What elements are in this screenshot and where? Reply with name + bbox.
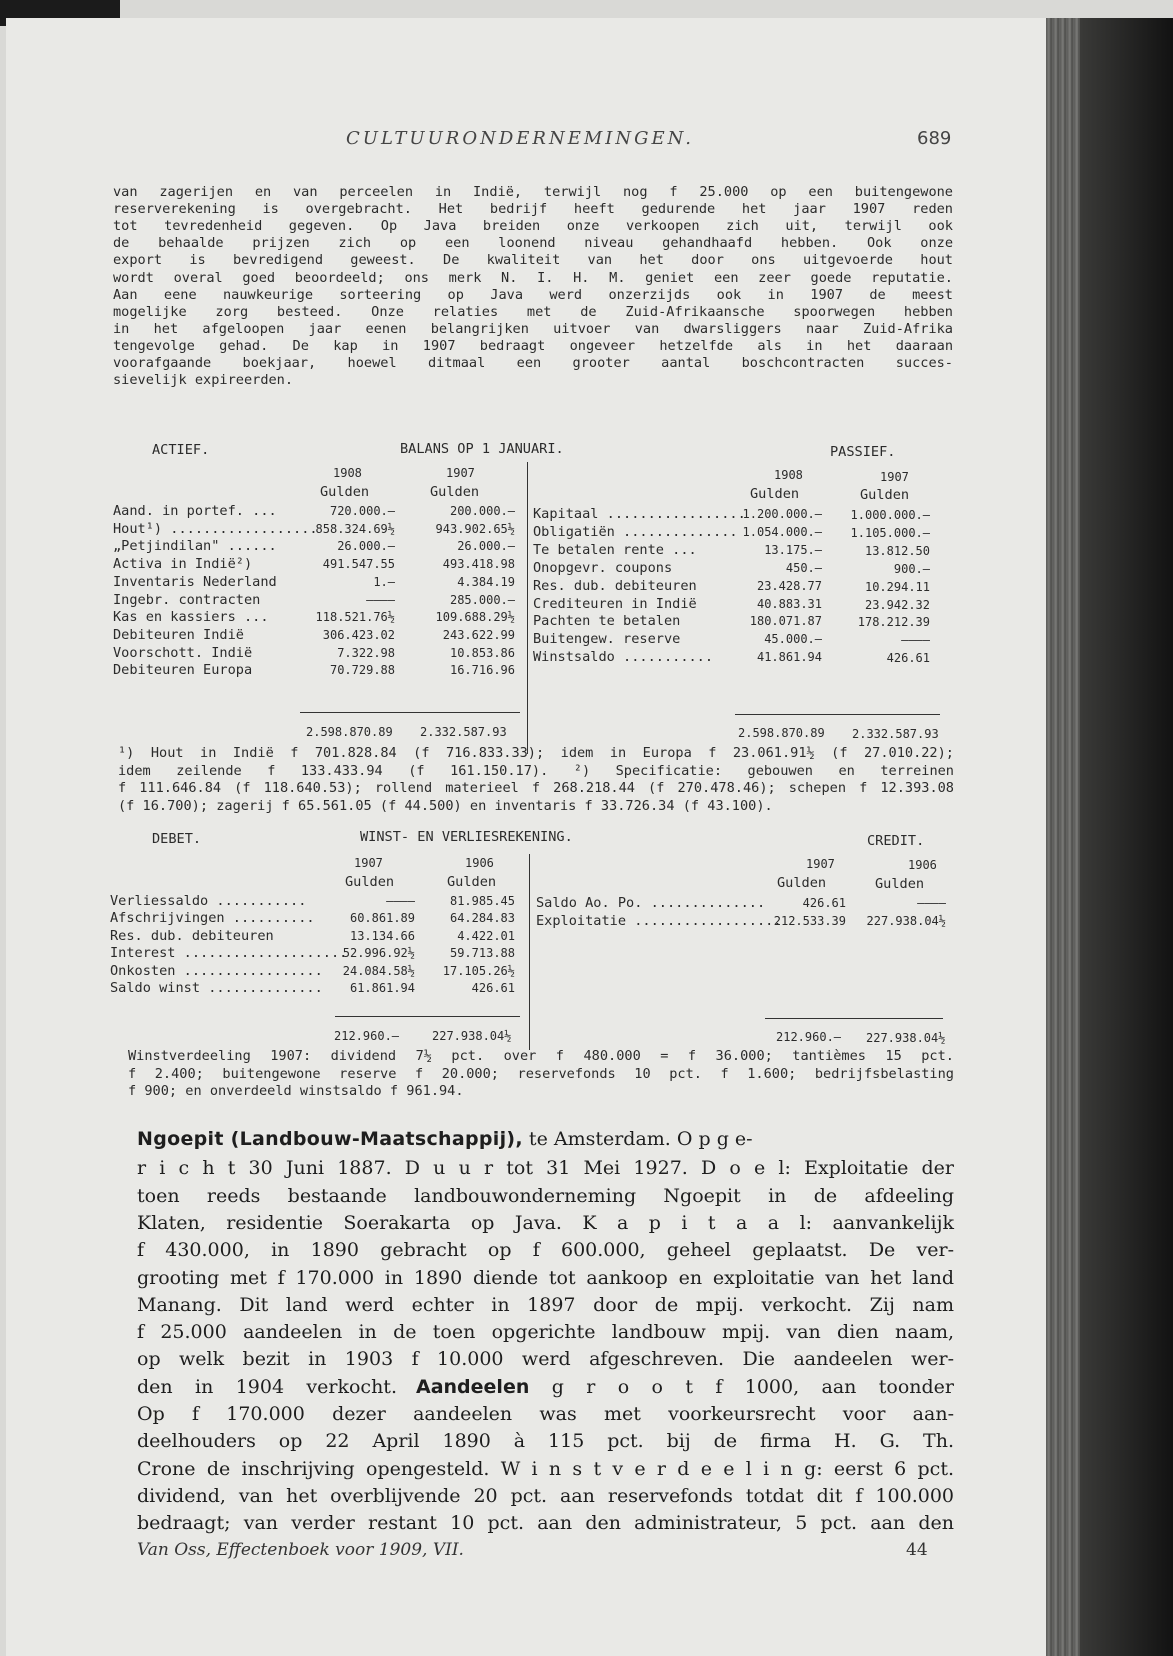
balance-footnote-line: (f 16.700); zagerij f 65.561.05 (f 44.500) en inventaris f 33.726.34 (f 43.100). <box>118 797 773 814</box>
pl-total-right-1906: 227.938.04½ <box>866 1031 946 1045</box>
balance-left-label: Aand. in portef. ... <box>113 503 277 519</box>
balance-total-right-1908: 2.598.870.89 <box>738 726 825 740</box>
aandeelen-heading: Aandeelen <box>416 1375 530 1398</box>
balance-right-1908: 23.428.77 <box>756 578 822 593</box>
footer-signature: 44 <box>906 1540 928 1560</box>
pl-left-1906: 81.985.45 <box>449 894 515 908</box>
footer-source: Van Oss, Effectenboek voor 1909, VII. <box>137 1540 464 1560</box>
company-line <box>137 1374 954 1401</box>
balance-divider <box>527 462 528 754</box>
pl-year-left-1906: 1906 <box>465 856 494 870</box>
company-line: op welk bezit in 1903 f 10.000 werd afgeschreven. Die aandeelen wer- <box>137 1348 954 1371</box>
pl-currency-left-1907: Gulden <box>345 874 395 890</box>
passief-label: PASSIEF. <box>830 444 896 460</box>
pl-rule-left <box>335 1016 520 1017</box>
balance-rule-right <box>735 714 940 715</box>
balance-right-1907: 10.294.11 <box>864 579 930 594</box>
pl-divider <box>529 854 530 1050</box>
pl-left-1907: 24.084.58½ <box>342 963 415 978</box>
intro-line: wordt overal goed beoordeeld; ons merk N. I. H. M. geniet een zeer goede reputatie. <box>113 269 953 286</box>
company-line: deelhouders op 22 April 1890 à 115 pct. bij de firma H. G. Th. <box>137 1430 954 1453</box>
pl-left-1906: 64.284.83 <box>449 911 515 926</box>
page-number: 689 <box>917 128 952 149</box>
intro-line: de behaalde prijzen zich op een loonend niveau gehandhaafd hebben. Ook onze <box>113 235 953 252</box>
pl-total-right-1907: 212.960.— <box>776 1030 842 1044</box>
balance-left-1907: 285.000.— <box>449 592 515 607</box>
balance-left-1908: 26.000.— <box>337 539 395 554</box>
pl-left-label: Res. dub. debiteuren <box>110 927 274 944</box>
balance-left-1908: ———— <box>366 592 395 607</box>
balance-left-label: Ingebr. contracten <box>113 591 261 608</box>
balance-left-1907: 200.000.— <box>449 504 515 518</box>
intro-line: van zagerijen en van perceelen in Indië, terwijl nog f 25.000 op een buitengewone <box>113 184 953 200</box>
company-line: f 430.000, in 1890 gebracht op f 600.000, geheel geplaatst. De ver- <box>137 1239 954 1262</box>
balance-footnote-line: f 111.646.84 (f 118.640.53); rollend materieel f 268.218.44 (f 270.478.46); schepen f 12.393.08 <box>118 780 954 796</box>
pl-right-1906: 227.938.04½ <box>866 913 946 928</box>
pl-left-1907: 52.996.92½ <box>342 946 415 961</box>
spacer <box>397 1376 416 1398</box>
balance-total-left-1907: 2.332.587.93 <box>420 725 507 739</box>
balance-right-label: Te betalen rente ... <box>533 541 697 558</box>
pl-left-label: Interest .................... <box>110 945 348 962</box>
balance-currency-left-1908: Gulden <box>320 484 370 500</box>
balance-left-label: Kas en kassiers ... <box>113 609 269 626</box>
balance-right-label: Pachten te betalen <box>533 613 681 630</box>
balance-footnote-line: ¹) Hout in Indië f 701.828.84 (f 716.833.33); idem in Europa f 23.061.91½ (f 27.010.22); <box>118 745 954 761</box>
balance-right-1907: ———— <box>901 633 930 648</box>
balance-right-1907: 13.812.50 <box>864 543 930 558</box>
balance-right-label: Winstsaldo ........... <box>533 649 714 666</box>
pl-right-1907: 212.533.39 <box>773 913 846 928</box>
pl-rule-right <box>765 1018 943 1019</box>
balance-left-label: „Petjindilan" ...... <box>113 538 277 555</box>
pl-year-right-1907: 1907 <box>806 857 835 871</box>
balance-left-label: Debiteuren Europa <box>113 662 253 679</box>
intro-line: tengevolge gehad. De kap in 1907 bedraagt ongeveer hetzelfde als in het daaraan <box>113 337 953 354</box>
company-line: grooting met f 170.000 in 1890 diende tot aankoop en exploitatie van het land <box>137 1266 954 1289</box>
balance-right-1907: 178.212.39 <box>857 615 930 630</box>
balance-left-label: Voorschott. Indië <box>113 644 253 661</box>
balance-left-1907: 26.000.— <box>457 539 515 554</box>
company-line-1: te Amsterdam. O p g e- <box>522 1128 753 1150</box>
pl-currency-right-1906: Gulden <box>875 876 925 892</box>
pl-right-label: Exploitatie .................. <box>536 912 782 929</box>
intro-line: in het afgeloopen jaar eenen belangrijken uitvoer van dwarsliggers naar Zuid-Afrika <box>113 320 953 337</box>
balance-total-left-1908: 2.598.870.89 <box>306 725 393 739</box>
pl-year-right-1906: 1906 <box>908 858 937 872</box>
pl-left-label: Afschrijvingen .......... <box>110 910 315 927</box>
balance-title: BALANS OP 1 JANUARI. <box>400 441 564 457</box>
aandeelen-text: g r o o t f 1000, aan toonder <box>529 1375 955 1398</box>
balance-left-1908: 1.— <box>373 574 395 589</box>
pl-right-label: Saldo Ao. Po. .............. <box>536 895 766 911</box>
balance-left-1908: 491.547.55 <box>322 557 395 572</box>
balance-left-1908: 70.729.88 <box>329 663 395 678</box>
intro-line: voorafgaande boekjaar, hoewel ditmaal een grooter aantal boschcontracten succes- <box>113 355 953 371</box>
intro-line: Aan eene nauwkeurige sorteering op Java werd onzerzijds ook in 1907 de meest <box>113 286 953 303</box>
balance-total-right-1907: 2.332.587.93 <box>852 727 939 741</box>
balance-left-label: Hout¹) .................. <box>113 520 318 537</box>
balance-left-label: Debiteuren Indië <box>113 626 244 643</box>
pl-footnote-line: Winstverdeeling 1907: dividend 7½ pct. over f 480.000 = f 36.000; tantièmes 15 pct. <box>128 1048 954 1064</box>
balance-left-1907: 4.384.19 <box>457 574 515 589</box>
company-line: f 25.000 aandeelen in de toen opgerichte landbouw mpij. van dien naam, <box>137 1321 954 1344</box>
balance-right-1907: 426.61 <box>886 651 930 666</box>
balance-year-left-1908: 1908 <box>333 466 362 480</box>
balance-left-1907: 10.853.86 <box>449 645 515 660</box>
balance-left-1908: 7.322.98 <box>337 645 395 660</box>
pl-footnote-line: f 2.400; buitengewone reserve f 20.000; reservefonds 10 pct. f 1.600; bedrijfsbelasting <box>128 1065 954 1082</box>
balance-left-1908: 858.324.69½ <box>315 521 395 536</box>
balance-right-1907: 900.— <box>893 561 930 576</box>
company-name: Ngoepit (Landbouw-Maatschappij), <box>137 1128 523 1150</box>
company-line: dividend, van het overblijvende 20 pct. aan reservefonds totdat dit f 100.000 <box>137 1484 954 1507</box>
pl-total-left-1907: 212.960.— <box>334 1029 400 1043</box>
pl-left-1907: 60.861.89 <box>349 911 415 926</box>
balance-left-1907: 109.688.29½ <box>435 610 515 625</box>
pl-year-left-1907: 1907 <box>354 856 383 870</box>
company-line: Manang. Dit land werd echter in 1897 door de mpij. verkocht. Zij nam <box>137 1293 954 1316</box>
balance-left-1907: 243.622.99 <box>442 627 515 642</box>
intro-line: sievelijk expireerden. <box>113 372 294 389</box>
balance-footnote-line: idem zeilende f 133.433.94 (f 161.150.17). ²) Specificatie: gebouwen en terreinen <box>118 762 954 779</box>
balance-left-1908: 118.521.76½ <box>315 610 395 625</box>
balance-right-1907: 1.105.000.— <box>850 525 930 540</box>
balance-left-1908: 306.423.02 <box>322 627 395 642</box>
company-line: Op f 170.000 dezer aandeelen was met voorkeursrecht voor aan- <box>137 1403 954 1425</box>
balance-right-1908: 45.000.— <box>764 632 822 647</box>
balance-right-1908: 180.071.87 <box>749 614 822 629</box>
pl-currency-left-1906: Gulden <box>447 874 497 890</box>
pl-left-1907: ———— <box>386 894 415 908</box>
pl-right-1906: ———— <box>917 896 946 910</box>
balance-right-label: Kapitaal ................. <box>533 506 746 522</box>
pl-footnote-line: f 900; en onverdeeld winstsaldo f 961.94. <box>128 1083 464 1099</box>
pl-left-1906: 59.713.88 <box>449 946 515 961</box>
balance-left-1907: 943.902.65½ <box>435 521 515 536</box>
book-binding-shadow <box>1080 18 1173 1656</box>
company-first-line <box>137 1128 753 1150</box>
pl-left-1906: 426.61 <box>471 981 515 995</box>
intro-line: tot tevredenheid gegeven. Op Java breiden onze verkoopen zich uit, terwijl ook <box>113 218 953 235</box>
actief-label: ACTIEF. <box>152 442 210 458</box>
balance-right-1908: 13.175.— <box>764 542 822 557</box>
company-line: Crone de inschrijving opengesteld. W i n s t v e r d e e l i n g: eerst 6 pct. <box>137 1457 954 1480</box>
pl-left-1906: 4.422.01 <box>457 928 515 943</box>
balance-left-1907: 16.716.96 <box>449 663 515 678</box>
pl-left-1907: 61.861.94 <box>349 981 415 995</box>
balance-left-1908: 720.000.— <box>329 504 395 518</box>
company-line: bedraagt; van verder restant 10 pct. aan den administrateur, 5 pct. aan den <box>137 1512 954 1535</box>
intro-line: mogelijke zorg besteed. Onze relaties met de Zuid-Afrikaansche spoorwegen hebben <box>113 303 953 320</box>
balance-left-label: Inventaris Nederland <box>113 573 277 590</box>
balance-right-label: Buitengew. reserve <box>533 631 681 648</box>
balance-right-1908: 450.— <box>785 560 822 575</box>
balance-right-1908: 1.200.000.— <box>742 507 822 521</box>
pl-currency-right-1907: Gulden <box>777 875 827 891</box>
debet-label: DEBET. <box>152 831 202 847</box>
company-line: toen reeds bestaande landbouwonderneming Ngoepit in de afdeeling <box>137 1184 954 1207</box>
company-line: Klaten, residentie Soerakarta op Java. K a p i t a a l: aanvankelijk <box>137 1211 954 1234</box>
balance-right-label: Obligatiën .............. <box>533 523 738 540</box>
company-line-text: den in 1904 verkocht. <box>137 1375 397 1398</box>
balance-right-1908: 41.861.94 <box>756 650 822 665</box>
balance-right-1908: 40.883.31 <box>756 596 822 611</box>
intro-line: export is bevredigend geweest. De kwaliteit van het door ons uitgevoerde hout <box>113 252 953 269</box>
balance-rule-left <box>300 712 520 713</box>
balance-right-1908: 1.054.000.— <box>742 524 822 539</box>
balance-right-label: Crediteuren in Indië <box>533 595 697 612</box>
pl-total-left-1906: 227.938.04½ <box>432 1029 512 1043</box>
balance-right-1907: 23.942.32 <box>864 597 930 612</box>
pl-left-1906: 17.105.26½ <box>442 963 515 978</box>
balance-currency-left-1907: Gulden <box>430 484 480 500</box>
balance-right-label: Onopgevr. coupons <box>533 559 673 576</box>
company-line: r i c h t 30 Juni 1887. D u u r tot 31 Mei 1927. D o e l: Exploitatie der <box>137 1157 954 1180</box>
intro-line: reserverekening is overgebracht. Het bedrijf heeft gedurende het jaar 1907 reden <box>113 201 953 218</box>
balance-left-1907: 493.418.98 <box>442 557 515 572</box>
balance-right-1907: 1.000.000.— <box>850 508 930 522</box>
running-header-title: CULTUURONDERNEMINGEN. <box>346 128 694 149</box>
credit-label: CREDIT. <box>867 833 925 849</box>
balance-year-right-1908: 1908 <box>774 468 803 482</box>
pl-right-1907: 426.61 <box>802 896 846 910</box>
balance-currency-right-1908: Gulden <box>750 486 800 502</box>
pl-left-label: Verliessaldo ........... <box>110 893 307 909</box>
pl-left-label: Onkosten ................. <box>110 962 323 979</box>
pl-left-label: Saldo winst .............. <box>110 980 323 996</box>
balance-year-right-1907: 1907 <box>880 470 909 484</box>
balance-currency-right-1907: Gulden <box>860 487 910 503</box>
balance-left-label: Activa in Indië²) <box>113 556 253 573</box>
balance-year-left-1907: 1907 <box>446 466 475 480</box>
pl-left-1907: 13.134.66 <box>349 928 415 943</box>
pl-title: WINST- EN VERLIESREKENING. <box>360 829 573 845</box>
balance-right-label: Res. dub. debiteuren <box>533 577 697 594</box>
